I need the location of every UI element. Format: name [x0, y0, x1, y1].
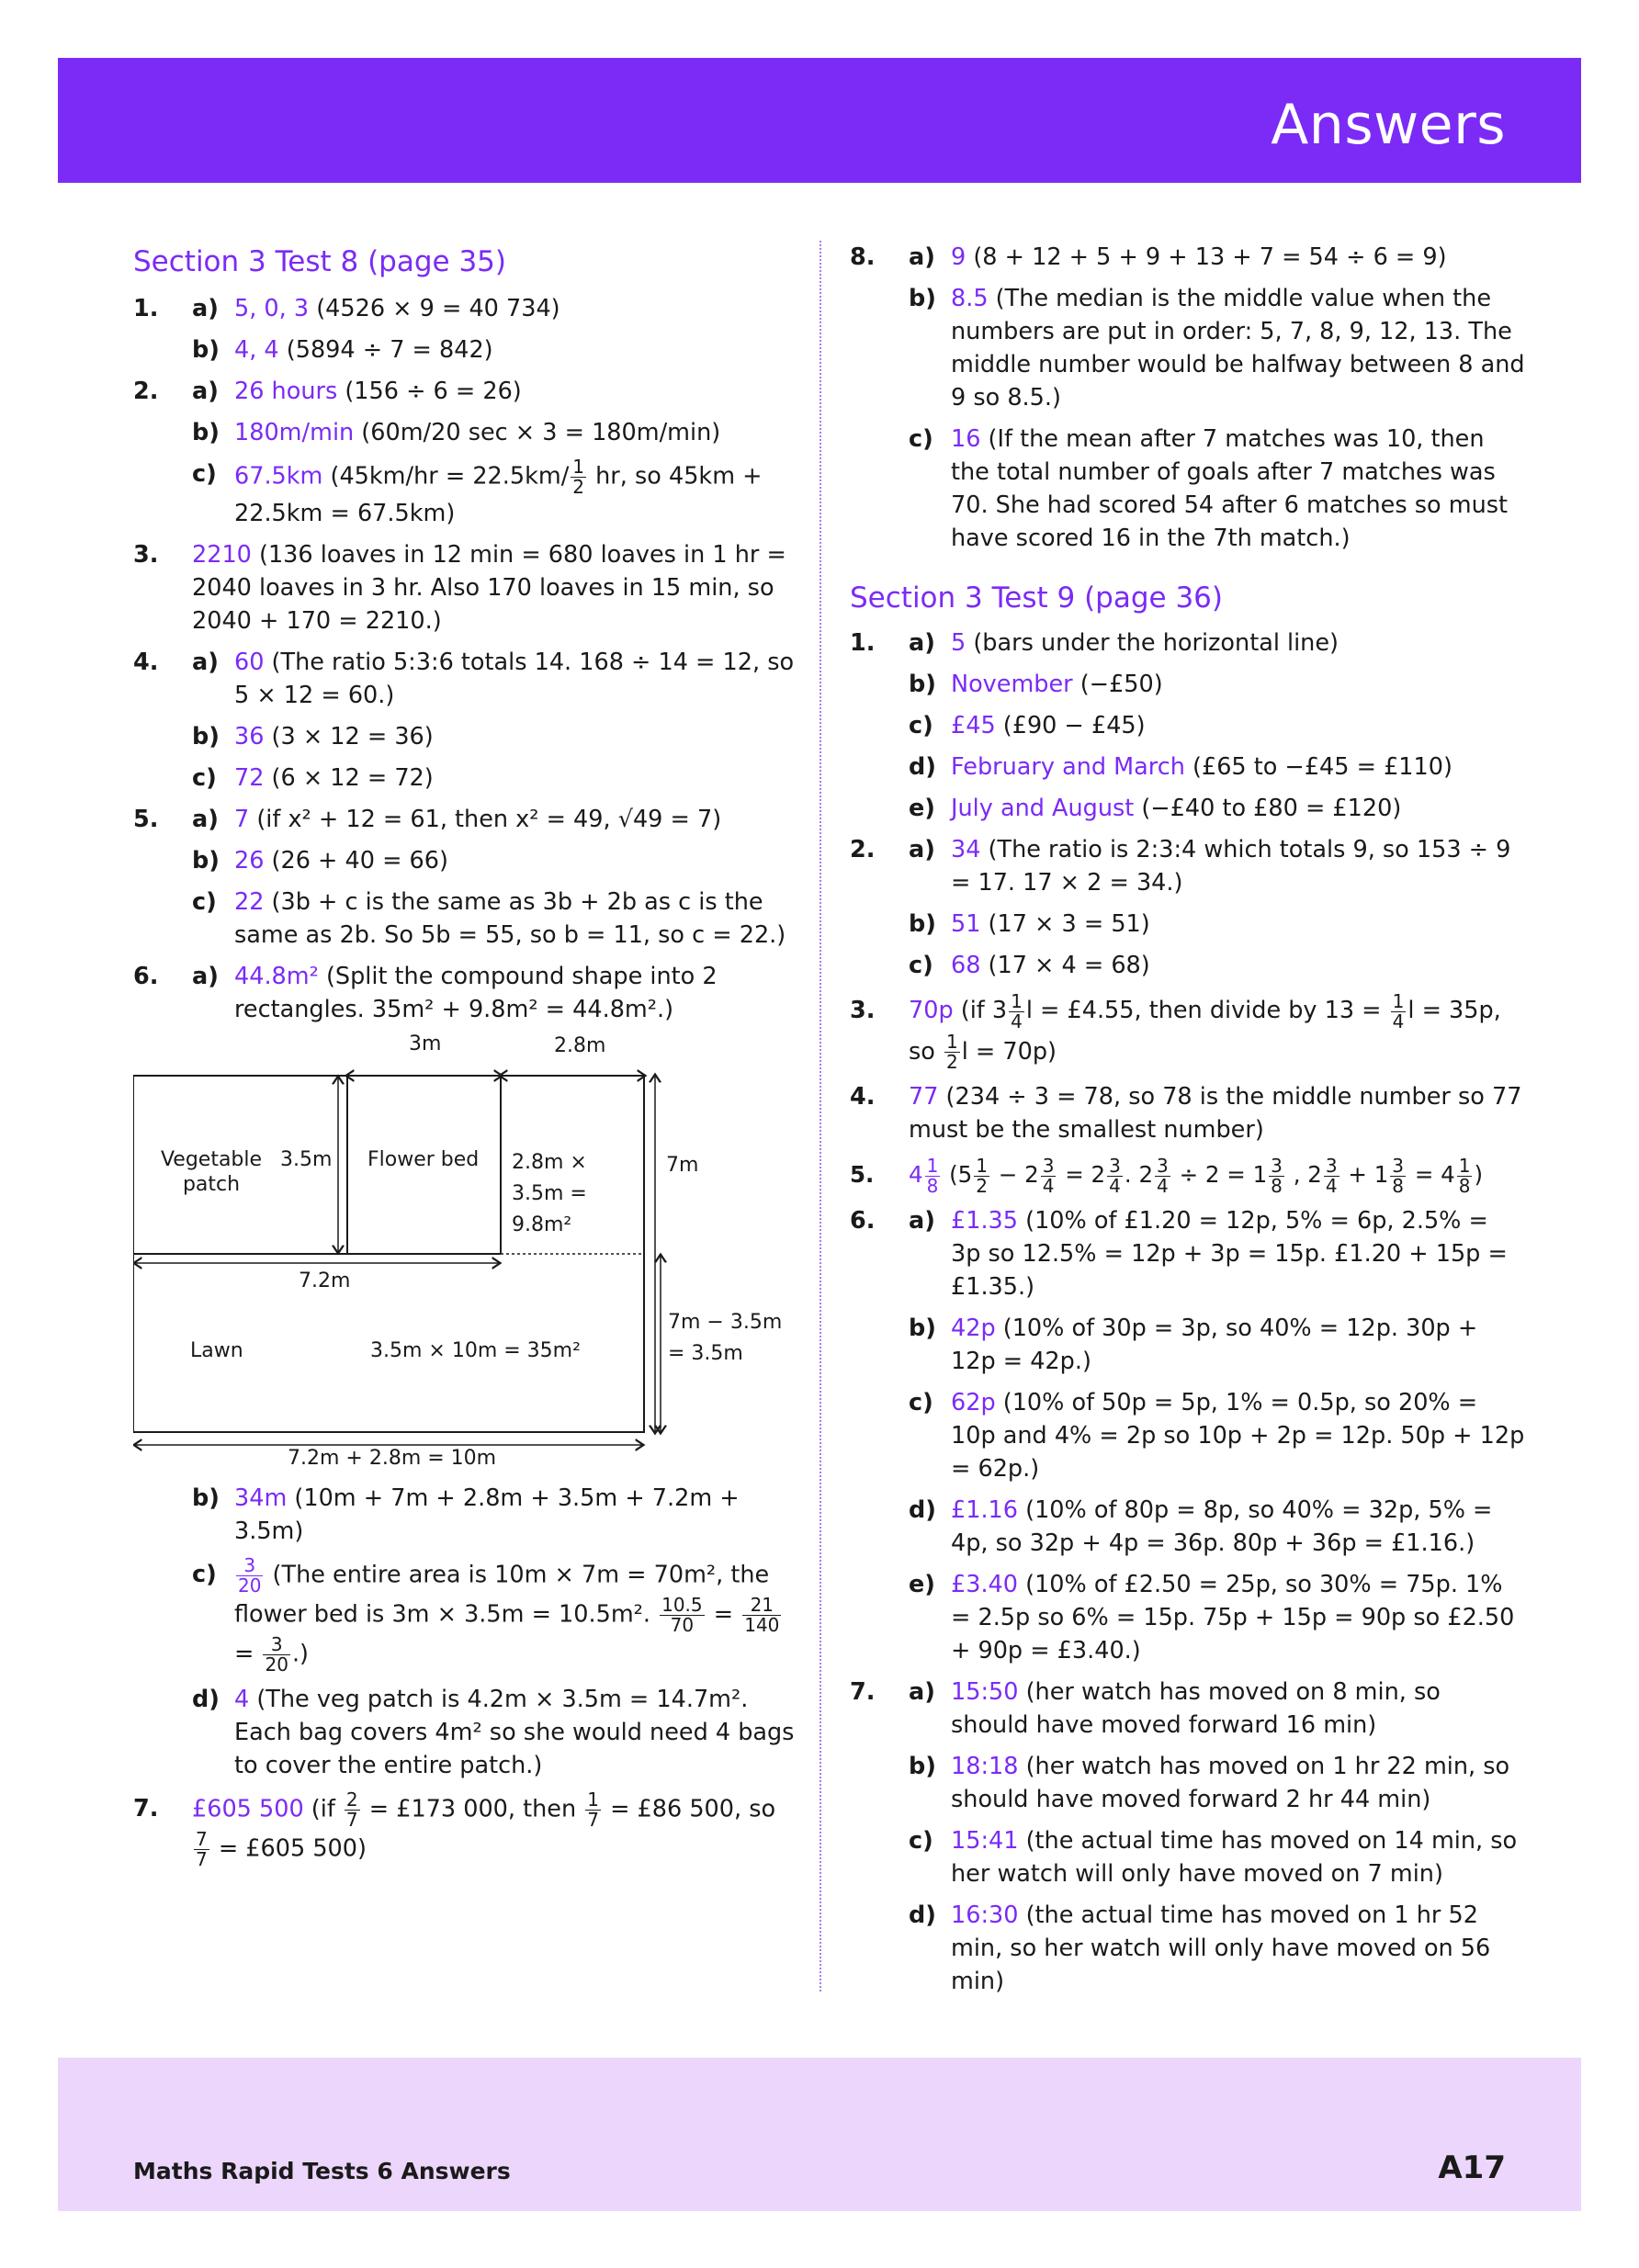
answer: 2210	[192, 541, 252, 569]
answer: 16:30	[951, 1901, 1019, 1929]
working: l = 70p)	[961, 1037, 1057, 1066]
working: (6 × 12 = 72)	[264, 764, 434, 792]
question-number: 3.	[850, 997, 876, 1024]
question-number: 7.	[133, 1795, 159, 1822]
working: (4526 × 9 = 40 734)	[309, 295, 560, 322]
question-part	[850, 709, 1525, 742]
working: =	[706, 1600, 741, 1629]
answer: 7	[234, 806, 250, 833]
working: (the actual time has moved on 14 min, so her watch will only have moved on 7 min)	[951, 1826, 1518, 1888]
question-3	[850, 990, 1525, 1072]
working: (10% of 50p = 5p, 1% = 0.5p, so 20% = 10p and 4% = 2p so 10p + 2p = 12p. 50p + 12p = 62p.)	[951, 1388, 1525, 1483]
page-title: Answers	[1271, 93, 1506, 157]
working: (45km/hr = 22.5km/	[322, 462, 570, 491]
question-part	[133, 416, 795, 449]
question-part	[850, 1568, 1525, 1667]
working: hr, so 45km + 22.5km = 67.5km)	[234, 462, 763, 527]
question-part	[133, 1556, 795, 1675]
question-4	[133, 646, 795, 712]
question-number: 5.	[133, 806, 159, 833]
question-part	[850, 1494, 1525, 1560]
working: (17 × 4 = 68)	[980, 952, 1150, 979]
answer: 5	[951, 629, 966, 657]
working: (10% of £2.50 = 25p, so 30% = 75p. 1% = 2.5p so 6% = 15p. 75p + 15p = 90p so £2.50 + 90p = £3.40.)	[951, 1570, 1515, 1664]
question-8	[850, 241, 1525, 274]
part-label: c)	[909, 952, 933, 979]
part-label: c)	[909, 425, 933, 453]
working: l = £4.55, then divide by 13 =	[1025, 997, 1389, 1024]
working: , 2	[1285, 1161, 1322, 1188]
question-number: 1.	[133, 295, 159, 322]
part-label: e)	[909, 795, 935, 822]
part-label: b)	[909, 1314, 936, 1342]
part-label: c)	[192, 1561, 217, 1588]
working: (10% of £1.20 = 12p, 5% = 6p, 2.5% = 3p so 12.5% = 12p + 3p = 15p. £1.20 + 15p = £1.35.)	[951, 1206, 1508, 1301]
working: (8 + 12 + 5 + 9 + 13 + 7 = 54 ÷ 6 = 9)	[966, 243, 1447, 271]
part-label: b)	[192, 419, 220, 446]
fraction: $\frac{3}{8}$	[1392, 1154, 1405, 1197]
answer: July and August	[951, 795, 1135, 822]
answer: £45	[951, 712, 996, 739]
question-part	[850, 1899, 1525, 1998]
fraction: $\frac{1}{7}$	[587, 1788, 599, 1831]
part-label: c)	[192, 888, 217, 916]
question-6	[133, 960, 795, 1026]
question-part	[850, 908, 1525, 941]
part-label: c)	[909, 712, 933, 739]
question-part	[133, 886, 795, 952]
question-3	[133, 538, 795, 638]
working: (the actual time has moved on 1 hr 52 min, so her watch will only have moved on 56 min)	[951, 1901, 1491, 1995]
part-label: b)	[909, 910, 936, 938]
working: (If the mean after 7 matches was 10, then the total number of goals after 7 matches was 70. She had scored 54 after 6 matches so must have scored 16 in the 7th match.)	[951, 425, 1509, 552]
part-label: c)	[192, 764, 217, 792]
question-number: 2.	[850, 836, 876, 863]
question-number: 6.	[850, 1206, 876, 1235]
fraction: $\frac{3}{20}$	[265, 1633, 288, 1676]
answer: £605 500	[192, 1795, 304, 1823]
working: (3b + c is the same as 3b + 2b as c is the same as 2b. So 5b = 55, so b = 11, so c = 22.)	[234, 888, 786, 949]
working: . 2	[1124, 1161, 1154, 1188]
answer: 8.5	[951, 285, 989, 312]
question-5	[133, 803, 795, 836]
question-6	[850, 1204, 1525, 1303]
working: (234 ÷ 3 = 78, so 78 is the middle number so 77 must be the smallest number)	[909, 1083, 1522, 1144]
answer: 70p	[909, 997, 954, 1024]
working: =	[234, 1640, 262, 1668]
working: (26 + 40 = 66)	[264, 847, 448, 874]
question-part	[850, 792, 1525, 825]
question-number: 4.	[133, 649, 159, 676]
question-number: 8.	[850, 243, 876, 271]
answer: 62p	[951, 1388, 996, 1416]
fraction: $\frac{3}{4}$	[1042, 1154, 1055, 1197]
column-divider	[820, 241, 821, 1992]
answer: 42p	[951, 1314, 996, 1342]
question-7	[850, 1676, 1525, 1742]
question-part	[850, 1386, 1525, 1485]
label-total-width: 7.2m + 2.8m = 10m	[288, 1447, 497, 1470]
question-5	[850, 1155, 1525, 1196]
part-label: b)	[192, 336, 220, 364]
book-title: Maths Rapid Tests 6 Answers	[133, 2158, 511, 2184]
working: = £605 500)	[210, 1834, 367, 1863]
question-part	[850, 668, 1525, 701]
working: (The median is the middle value when the numbers are put in order: 5, 7, 8, 9, 12, 13. The middle number would be halfway between 8 and 9 so 8.5.)	[951, 285, 1525, 412]
fraction: $\frac{1}{4}$	[1392, 989, 1405, 1032]
answer: 72	[234, 764, 265, 792]
question-part	[850, 1312, 1525, 1378]
working: )	[1474, 1161, 1484, 1188]
working: (−£50)	[1072, 671, 1163, 698]
part-label: b)	[192, 723, 220, 750]
diagram-lines	[133, 1032, 795, 1473]
question-part	[133, 1482, 795, 1548]
working: (156 ÷ 6 = 26)	[337, 378, 522, 405]
question-part	[133, 457, 795, 530]
question-2	[850, 833, 1525, 899]
answer: £1.16	[951, 1495, 1019, 1524]
working: (bars under the horizontal line)	[966, 629, 1339, 657]
working: (3 × 12 = 36)	[264, 723, 434, 750]
working: (her watch has moved on 1 hr 22 min, so should have moved forward 2 hr 44 min)	[951, 1752, 1510, 1813]
question-part	[850, 1750, 1525, 1816]
answer-fraction: $\frac{1}{8}$	[926, 1154, 939, 1197]
working: (−£40 to £80 = £120)	[1134, 795, 1402, 822]
working: (60m/20 sec × 3 = 180m/min)	[354, 419, 721, 446]
question-number: 3.	[133, 541, 159, 569]
answer: 15:50	[951, 1677, 1019, 1706]
working: (5	[942, 1161, 973, 1188]
label-flower-area-calc: 2.8m × 3.5m = 9.8m²	[512, 1151, 587, 1236]
working: = 4	[1407, 1161, 1455, 1188]
working: + 1	[1340, 1161, 1389, 1188]
question-number: 1.	[850, 629, 876, 657]
page-number: A17	[1438, 2150, 1506, 2186]
question-number: 4.	[850, 1083, 876, 1111]
answer: February and March	[951, 753, 1185, 781]
answer: 4, 4	[234, 336, 279, 364]
fraction: $\frac{21}{140}$	[744, 1594, 780, 1636]
section-title: Section 3 Test 8 (page 35)	[133, 245, 506, 278]
answer: 15:41	[951, 1826, 1019, 1855]
compound-shape-diagram	[133, 1032, 795, 1473]
answer: 67.5km	[234, 462, 323, 491]
question-part	[133, 762, 795, 795]
answer: 4	[234, 1686, 250, 1713]
question-number: 5.	[850, 1161, 875, 1188]
answer: 22	[234, 888, 265, 916]
question-part	[850, 750, 1525, 784]
fraction: $\frac{3}{4}$	[1157, 1154, 1169, 1197]
label-total-height: 7m	[666, 1154, 699, 1177]
working: (her watch has moved on 8 min, so should have moved forward 16 min)	[951, 1677, 1441, 1739]
working: − 2	[991, 1161, 1039, 1188]
page-header	[58, 58, 1581, 183]
working: = £173 000, then	[361, 1795, 584, 1823]
working: .)	[291, 1640, 309, 1668]
answer: 26	[234, 847, 265, 874]
label-calc-width: 2.8m	[554, 1034, 606, 1057]
fraction: $\frac{3}{4}$	[1109, 1154, 1121, 1197]
answer: 77	[909, 1083, 939, 1111]
part-label: a)	[909, 629, 935, 657]
part-label: b)	[909, 671, 936, 698]
answer: 5, 0, 3	[234, 295, 310, 322]
answer: 4	[909, 1161, 923, 1188]
working: = 2	[1057, 1161, 1106, 1188]
answer: 36	[234, 723, 265, 750]
question-part	[133, 1683, 795, 1782]
part-label: d)	[909, 753, 936, 781]
part-label: a)	[909, 836, 935, 863]
answer: 60	[234, 649, 265, 676]
fraction: $\frac{7}{7}$	[196, 1828, 208, 1870]
part-label: b)	[909, 1752, 936, 1780]
working: (if x² + 12 = 61, then x² = 49, √49 = 7)	[249, 806, 722, 833]
fraction: $\frac{1}{4}$	[1011, 989, 1023, 1032]
fraction: $\frac{2}{7}$	[345, 1788, 358, 1831]
label-veg-height: 3.5m	[280, 1148, 333, 1171]
working: (if	[303, 1795, 343, 1823]
working: (The ratio is 2:3:4 which totals 9, so 153 ÷ 9 = 17. 17 × 2 = 34.)	[951, 836, 1511, 897]
part-label: a)	[909, 1677, 935, 1706]
working: (5894 ÷ 7 = 842)	[278, 336, 493, 364]
answer: 51	[951, 910, 981, 938]
answer: 34	[951, 836, 981, 863]
part-label: a)	[192, 649, 219, 676]
question-2	[133, 375, 795, 408]
working: (10% of 80p = 8p, so 40% = 32p, 5% = 4p, so 32p + 4p = 36p. 80p + 36p = £1.16.)	[951, 1495, 1493, 1557]
working: (The ratio 5:3:6 totals 14. 168 ÷ 14 = 12, so 5 × 12 = 60.)	[234, 649, 795, 709]
answer: 44.8m²	[234, 963, 319, 990]
answer: £3.40	[951, 1570, 1019, 1598]
answer: 180m/min	[234, 419, 355, 446]
answer: 68	[951, 952, 981, 979]
section-title: Section 3 Test 9 (page 36)	[850, 581, 1223, 615]
answer: 26 hours	[234, 378, 338, 405]
fraction: $\frac{3}{4}$	[1325, 1154, 1338, 1197]
answer: November	[951, 671, 1073, 698]
question-part	[850, 282, 1525, 414]
part-label: c)	[192, 460, 217, 488]
answer: 9	[951, 243, 966, 271]
fraction: $\frac{1}{8}$	[1458, 1154, 1471, 1197]
question-part	[850, 423, 1525, 555]
answer: 34m	[234, 1484, 288, 1512]
fraction: $\frac{3}{8}$	[1271, 1154, 1283, 1197]
question-number: 2.	[133, 378, 159, 405]
part-label: d)	[909, 1901, 936, 1929]
left-column	[133, 241, 795, 1878]
fraction: $\frac{1}{2}$	[572, 456, 585, 498]
question-1	[133, 292, 795, 325]
working: l = 35p, so	[909, 997, 1501, 1066]
working: (136 loaves in 12 min = 680 loaves in 1 hr = 2040 loaves in 3 hr. Also 170 loaves in 15 min, so 2040 + 170 = 2210.)	[192, 541, 786, 635]
working: ÷ 2 = 1	[1171, 1161, 1268, 1188]
part-label: b)	[192, 1484, 220, 1512]
question-4	[850, 1080, 1525, 1146]
part-label: d)	[192, 1686, 220, 1713]
part-label: a)	[192, 963, 219, 990]
label-vegetable-patch: Vegetable patch	[160, 1148, 263, 1196]
label-lawn-part-width: 7.2m	[299, 1269, 351, 1292]
working: (The entire area is 10m × 7m = 70m², the flower bed is 3m × 3.5m = 10.5m².	[234, 1561, 770, 1629]
part-label: e)	[909, 1570, 935, 1598]
question-7	[133, 1790, 795, 1869]
answer: 16	[951, 425, 981, 453]
part-label: a)	[909, 1206, 935, 1235]
right-column	[850, 241, 1525, 2006]
part-label: c)	[909, 1388, 933, 1416]
part-label: d)	[909, 1495, 936, 1524]
working: (10% of 30p = 3p, so 40% = 12p. 30p + 12p = 42p.)	[951, 1314, 1478, 1375]
working: (10m + 7m + 2.8m + 3.5m + 7.2m + 3.5m)	[234, 1484, 740, 1545]
part-label: c)	[909, 1826, 933, 1855]
page-footer	[58, 2058, 1581, 2211]
working: (£90 − £45)	[995, 712, 1146, 739]
fraction: $\frac{1}{2}$	[946, 1031, 958, 1073]
part-label: a)	[192, 806, 219, 833]
label-lawn: Lawn	[190, 1339, 243, 1362]
working: (Split the compound shape into 2 rectangles. 35m² + 9.8m² = 44.8m².)	[234, 963, 718, 1023]
question-number: 6.	[133, 963, 159, 990]
working: = £86 500, so	[602, 1795, 776, 1823]
question-part	[133, 720, 795, 753]
fraction: $\frac{1}{2}$	[976, 1154, 988, 1197]
part-label: b)	[192, 847, 220, 874]
working: (The veg patch is 4.2m × 3.5m = 14.7m². Each bag covers 4m² so she would need 4 bags to cover the entire patch.)	[234, 1686, 795, 1779]
answer: £1.35	[951, 1206, 1019, 1235]
label-lawn-area-calc: 3.5m × 10m = 35m²	[370, 1339, 581, 1362]
answer: 18:18	[951, 1752, 1019, 1780]
question-part	[850, 949, 1525, 982]
working: (if 3	[953, 997, 1008, 1024]
part-label: a)	[192, 295, 219, 322]
working: (£65 to −£45 = £110)	[1184, 753, 1452, 781]
question-part	[133, 333, 795, 367]
question-part	[133, 844, 795, 877]
label-flower-bed: Flower bed	[367, 1148, 480, 1171]
question-1	[850, 626, 1525, 660]
question-number: 7.	[850, 1677, 876, 1706]
question-part	[850, 1824, 1525, 1890]
working: (17 × 3 = 51)	[980, 910, 1150, 938]
label-lawn-height: 7m − 3.5m = 3.5m	[668, 1311, 783, 1365]
part-label: b)	[909, 285, 936, 312]
part-label: a)	[909, 243, 935, 271]
answer-fraction: $\frac{3}{20}$	[238, 1554, 262, 1597]
label-flower-width: 3m	[409, 1032, 442, 1055]
fraction: $\frac{10.5}{70}$	[661, 1594, 703, 1636]
part-label: a)	[192, 378, 219, 405]
